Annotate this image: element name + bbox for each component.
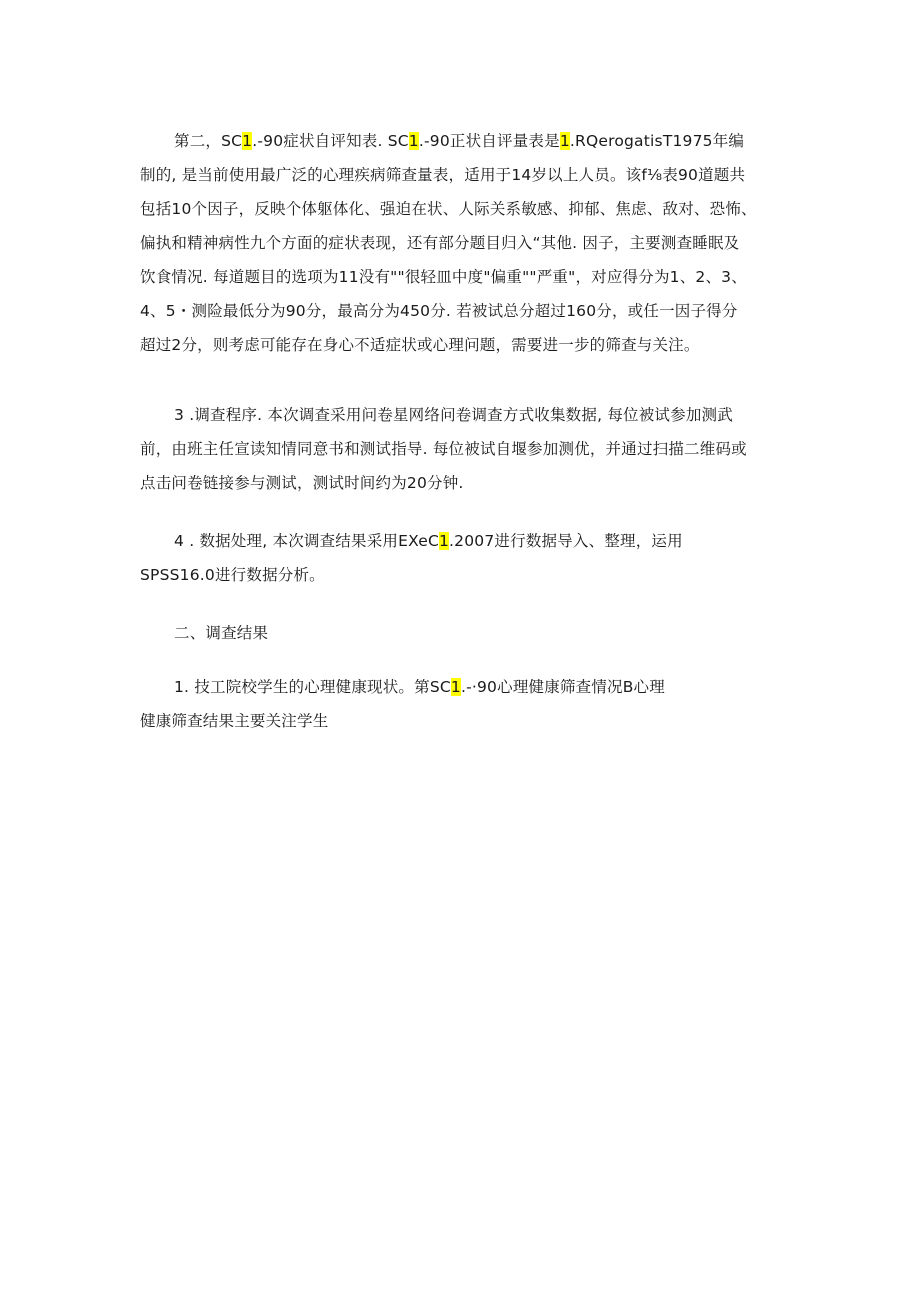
text-line — [140, 616, 790, 650]
text-line — [140, 260, 790, 294]
text-run: 第二，SC — [174, 132, 243, 150]
text-run: 1. 技工院校学生的心理健康现状。第SC — [174, 678, 451, 696]
text-run: 健康筛查结果主要关注学生 — [140, 712, 329, 730]
highlighted-text: 1 — [438, 532, 450, 550]
text-line — [140, 432, 790, 466]
paragraph-mental-health-status — [140, 670, 790, 738]
text-line — [140, 524, 790, 558]
text-run: 二、调查结果 — [174, 624, 269, 642]
text-run: 点击问卷链接参与测试，测试时间约为20分钟. — [140, 474, 464, 492]
text-run: .-·90心理健康筛查情况B心理 — [460, 678, 665, 696]
text-run: 饮食情况. 每道题目的选项为11没有""很轻皿中度"偏重""严重"，对应得分为1、2、3、 — [140, 268, 747, 286]
paragraph-survey-procedure — [140, 398, 790, 500]
text-run: 前，由班主任宣读知情同意书和测试指导. 每位被试自堰参加测优，并通过扫描二维码或 — [140, 440, 747, 458]
text-line — [140, 294, 790, 328]
text-line — [140, 466, 790, 500]
paragraph-scl90-description — [140, 124, 790, 362]
text-run: 超过2分，则考虑可能存在身心不适症状或心理问题，需要进一步的筛查与关注。 — [140, 336, 700, 354]
text-line — [140, 158, 790, 192]
highlighted-text: 1 — [408, 132, 419, 150]
text-run: 偏执和精神病性九个方面的症状表现，还有部分题目归入“其他. 因子，主要测查睡眠及 — [140, 234, 740, 252]
text-line — [140, 704, 790, 738]
text-line — [140, 328, 790, 362]
text-run: 3 .调查程序. 本次调查采用问卷星网络问卷调查方式收集数据, 每位被试参加测武 — [174, 406, 733, 424]
highlighted-text: 1 — [242, 132, 253, 150]
text-run: .2007进行数据导入、整理，运用 — [449, 532, 683, 550]
text-run: 包括10个因子，反映个体躯体化、强迫在状、人际关系敏感、抑郁、焦虑、敌对、恐怖、 — [140, 200, 757, 218]
text-run: .RQerogatisT1975年编 — [569, 132, 745, 150]
text-line — [140, 558, 790, 592]
text-run: 4 . 数据处理, 本次调查结果采用EXeC — [174, 532, 439, 550]
text-run: SPSS16.0进行数据分析。 — [140, 566, 325, 584]
section-heading-results — [140, 616, 790, 650]
text-line — [140, 670, 790, 704]
text-run: .-90正状自评量表是 — [418, 132, 560, 150]
text-run: 4、5・测险最低分为90分，最高分为450分. 若被试总分超过160分，或任一因子得分 — [140, 302, 738, 320]
text-line — [140, 398, 790, 432]
text-line — [140, 192, 790, 226]
highlighted-text: 1 — [450, 678, 461, 696]
text-line — [140, 124, 790, 158]
text-run: .-90症状自评知表. SC — [252, 132, 409, 150]
paragraph-data-processing — [140, 524, 790, 592]
highlighted-text: 1 — [559, 132, 570, 150]
text-line — [140, 226, 790, 260]
text-run: 制的, 是当前使用最广泛的心理疾病筛查量表，适用于14岁以上人员。该f⅛表90道题共 — [140, 166, 746, 184]
